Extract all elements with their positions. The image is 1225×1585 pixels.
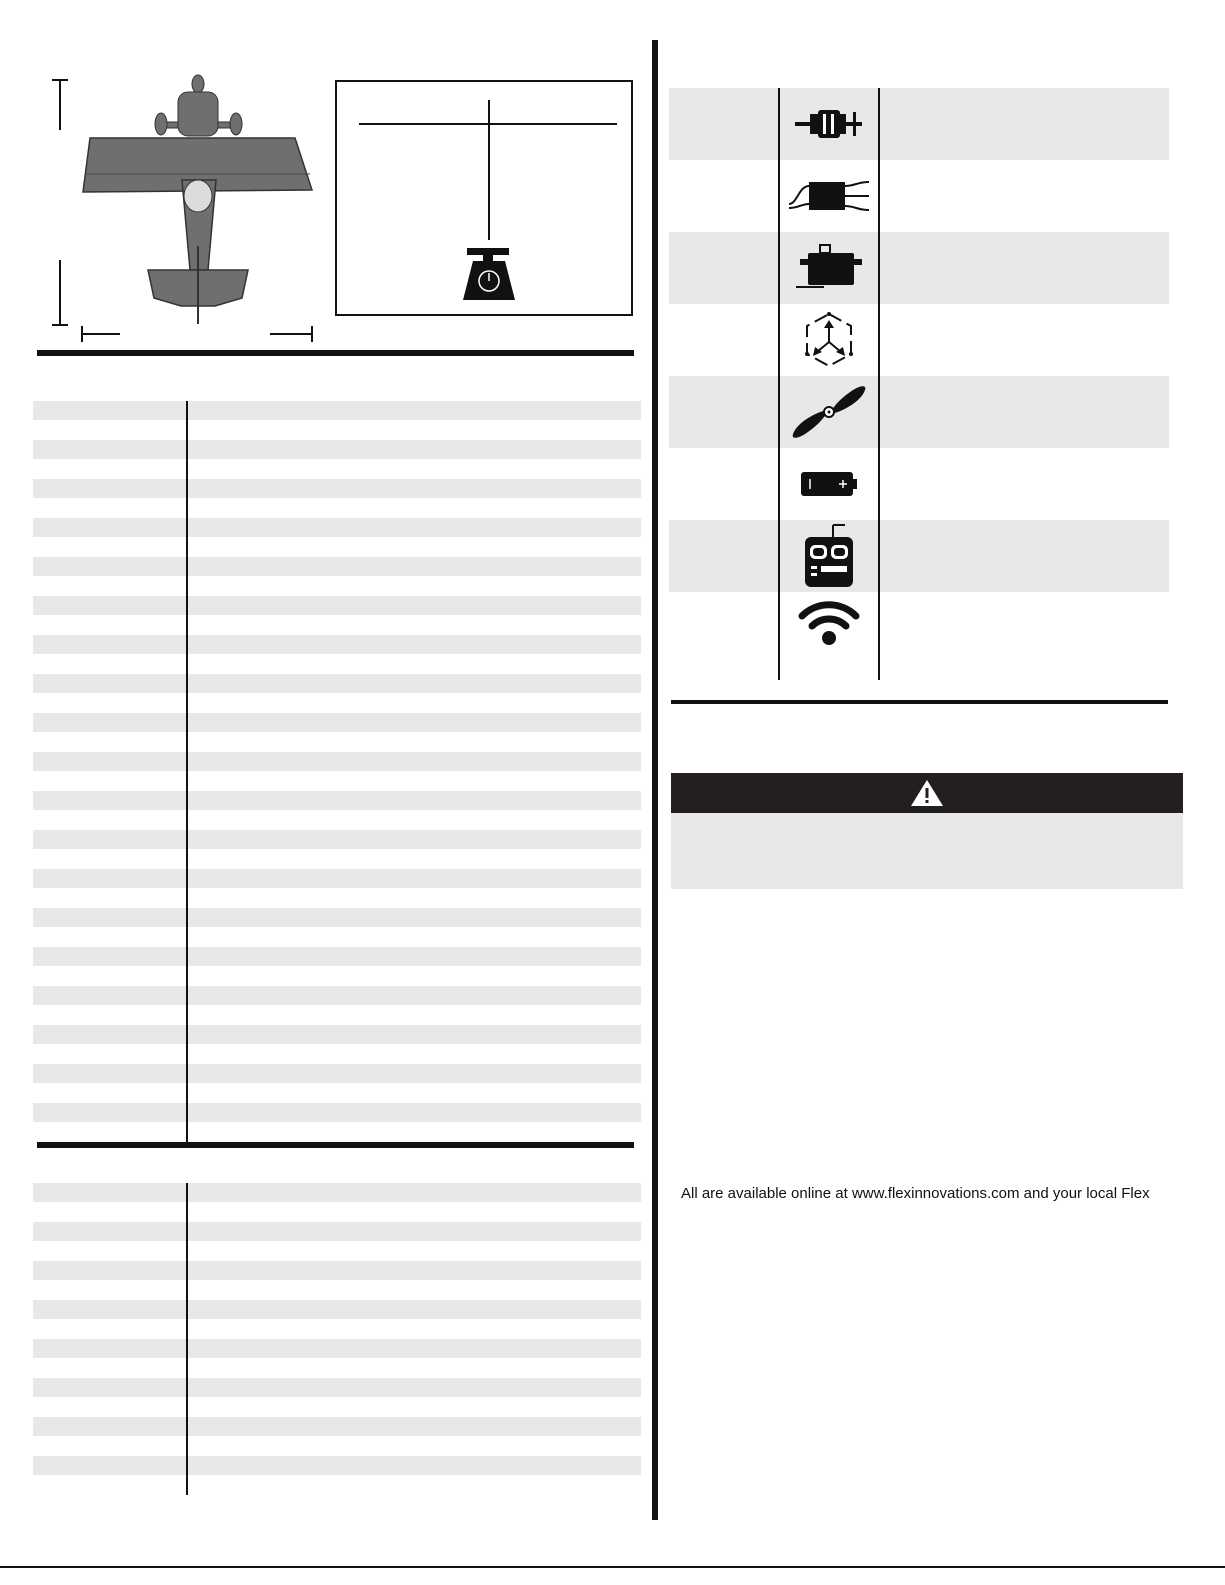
table-row [669,232,1169,304]
table-row [669,160,1169,232]
esc-icon [787,176,871,216]
table-row [33,1222,641,1241]
motor-icon [793,104,865,144]
table-row [33,1025,641,1044]
servo-icon [794,243,864,293]
table-row [33,791,641,810]
table-row [33,1064,641,1083]
table-row [33,1103,641,1122]
section-rule [671,700,1168,704]
table-row [33,1261,641,1280]
page-bottom-rule [0,1566,1225,1568]
warning-body [671,813,1183,889]
column-divider [778,88,780,680]
table-row [33,1183,641,1202]
table-row [33,830,641,849]
table-row [33,1456,641,1475]
column-divider [186,401,188,1145]
airplane-top-view-icon [40,70,330,345]
table-row [33,596,641,615]
table-row [669,520,1169,592]
table-row [33,1339,641,1358]
section-rule [37,350,634,356]
spec-table [33,1183,641,1495]
table-row [33,752,641,771]
table-row [33,557,641,576]
flight-controller-icon [801,310,857,370]
table-row [33,440,641,459]
column-divider [878,88,880,680]
table-row [33,518,641,537]
column-divider [186,1183,188,1495]
table-row [33,1378,641,1397]
spec-table [33,401,641,1145]
table-row [33,1417,641,1436]
table-row [33,713,641,732]
receiver-icon [796,594,862,646]
table-row [33,674,641,693]
transmitter-icon [799,523,859,589]
table-row [33,401,641,420]
propeller-icon [787,382,871,442]
table-row [33,947,641,966]
table-row [669,88,1169,160]
table-row [33,869,641,888]
cg-scale-box [335,80,633,316]
table-row [669,448,1169,520]
table-row [669,592,1169,664]
warning-header [671,773,1183,813]
table-row [33,908,641,927]
table-row [33,1300,641,1319]
column-divider [652,40,658,1520]
table-row [669,304,1169,376]
table-row [33,986,641,1005]
battery-icon [799,469,859,499]
table-row [669,376,1169,448]
section-rule [37,1142,634,1148]
table-row [33,635,641,654]
components-table [669,88,1169,680]
warning-triangle-icon [909,778,945,808]
availability-text: All are available online at www.flexinnovations.com and your local Flex [681,1185,1150,1202]
table-row [33,479,641,498]
weighing-scale-icon [337,82,631,314]
